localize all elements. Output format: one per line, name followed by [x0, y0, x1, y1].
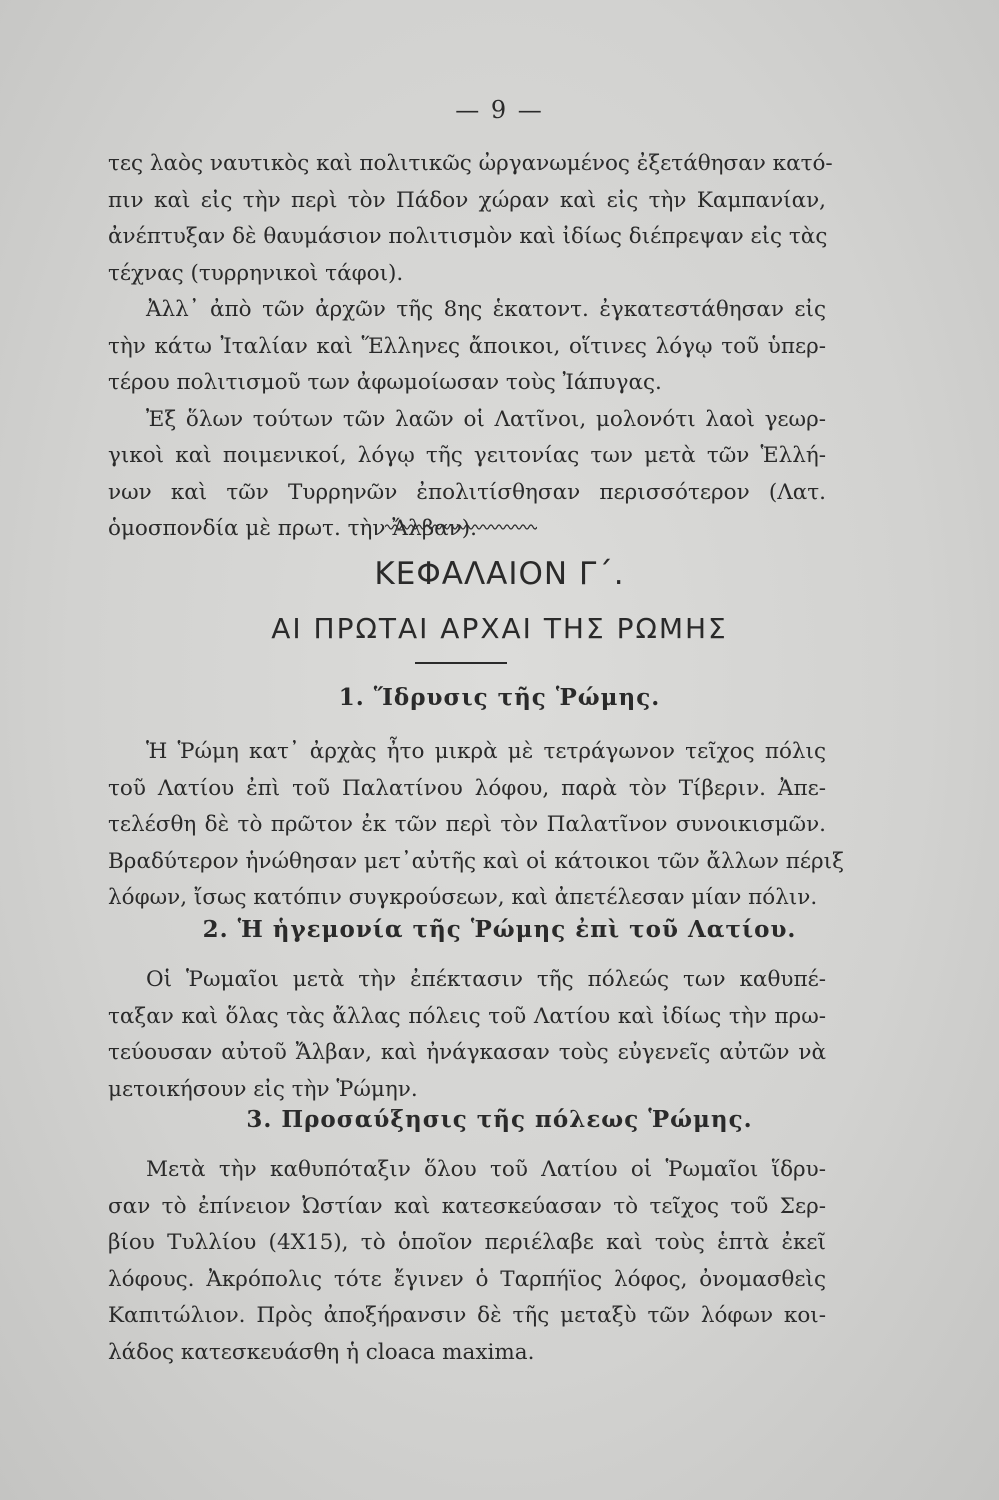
text-line: τες λαὸς ναυτικὸς καὶ πολιτικῶς ὠργανωμένος ἐξετάθησαν κατό-	[108, 151, 833, 176]
text-line: λάδος κατεσκευάσθη ἡ cloaca maxima.	[108, 1339, 535, 1365]
section-heading: 3. Προσαύξησις τῆς πόλεως Ῥώμης.	[246, 1106, 753, 1133]
section-text	[108, 734, 844, 917]
text-line: τὴν κάτω Ἰταλίαν καὶ Ἕλληνες ἄποικοι, οἵτινες λόγῳ τοῦ ὑπερ-	[108, 333, 826, 359]
text-line: σαν τὸ ἐπίνειον Ὠστίαν καὶ κατεσκεύασαν τὸ τεῖχος τοῦ Σερ-	[108, 1193, 826, 1219]
text-line: τοῦ Λατίου ἐπὶ τοῦ Παλατίνου λόφου, παρὰ τὸν Τίβεριν. Ἀπε-	[108, 775, 826, 801]
text-line: τελέσθη δὲ τὸ πρῶτον ἐκ τῶν περὶ τὸν Παλατῖνον συνοικισμῶν.	[108, 812, 826, 837]
chapter-subtitle: ΑΙ ΠΡΩΤΑΙ ΑΡΧΑΙ ΤΗΣ ΡΩΜΗΣ	[271, 612, 728, 645]
text-line: τέρου πολιτισμοῦ των ἀφωμοίωσαν τοὺς Ἰάπυγας.	[108, 370, 662, 395]
text-line: Βραδύτερον ἡνώθησαν μετ᾽αὐτῆς καὶ οἱ κάτοικοι τῶν ἄλλων πέριξ	[108, 848, 844, 874]
text-line: βίου Τυλλίου (4Χ15), τὸ ὁποῖον περιέλαβε καὶ τοὺς ἑπτὰ ἐκεῖ	[108, 1230, 826, 1255]
page-number: — 9 —	[455, 96, 544, 124]
text-line: Μετὰ τὴν καθυπόταξιν ὅλου τοῦ Λατίου οἱ Ῥωμαῖοι ἵδρυ-	[146, 1157, 826, 1182]
text-line: Καπιτώλιον. Πρὸς ἀποξήρανσιν δὲ τῆς μεταξὺ τῶν λόφων κοι-	[108, 1303, 826, 1328]
text-line: μετοικήσουν εἰς τὴν Ῥώμην.	[108, 1076, 418, 1102]
wavy-divider	[385, 522, 537, 532]
text-line: ταξαν καὶ ὅλας τὰς ἄλλας πόλεις τοῦ Λατίου καὶ ἰδίως τὴν πρω-	[108, 1003, 826, 1029]
section-text	[108, 962, 826, 1108]
text-line: λόφων, ἴσως κατόπιν συγκρούσεων, καὶ ἀπετέλεσαν μίαν πόλιν.	[108, 885, 818, 910]
text-line: τέχνας (τυρρηνικοὶ τάφοι).	[108, 260, 404, 286]
chapter-rule	[415, 662, 507, 664]
section-heading: 2. Ἡ ἡγεμονία τῆς Ῥώμης ἐπὶ τοῦ Λατίου.	[202, 916, 797, 943]
text-line: ἀνέπτυξαν δὲ θαυμάσιον πολιτισμὸν καὶ ἰδίως διέπρεψαν εἰς τὰς	[108, 224, 828, 249]
text-line: Ἐξ ὅλων τούτων τῶν λαῶν οἱ Λατῖνοι, μολονότι λαοὶ γεωρ-	[146, 406, 826, 432]
text-line: Οἱ Ῥωμαῖοι μετὰ τὴν ἐπέκτασιν τῆς πόλεώς των καθυπέ-	[146, 967, 826, 992]
text-line: Ἡ Ῥώμη κατ᾽ ἀρχὰς ἦτο μικρὰ μὲ τετράγωνον τεῖχος πόλις	[146, 739, 826, 764]
text-line: πιν καὶ εἰς τὴν περὶ τὸν Πάδον χώραν καὶ εἰς τὴν Καμπανίαν,	[108, 187, 826, 213]
text-line: ὁμοσπονδία μὲ πρωτ. τὴν Ἄλβαν).	[108, 516, 477, 541]
chapter-title: ΚΕΦΑΛΑΙΟΝ Γ΄.	[374, 556, 625, 592]
section-text	[108, 1152, 826, 1371]
text-line: γικοὶ καὶ ποιμενικοί, λόγῳ τῆς γειτονίας των μετὰ τῶν Ἑλλή-	[108, 443, 826, 468]
text-line: λόφους. Ἀκρόπολις τότε ἔγινεν ὁ Ταρπήϊος λόφος, ὀνομασθεὶς	[108, 1266, 826, 1292]
text-line: τεύουσαν αὐτοῦ Ἄλβαν, καὶ ἠνάγκασαν τοὺς εὐγενεῖς αὐτῶν νὰ	[108, 1040, 826, 1065]
intro-text	[108, 146, 833, 548]
text-line: Ἀλλ᾽ ἀπὸ τῶν ἀρχῶν τῆς 8ης ἑκατοντ. ἐγκατεστάθησαν εἰς	[146, 297, 826, 322]
text-line: νων καὶ τῶν Τυρρηνῶν ἐπολιτίσθησαν περισσότερον (Λατ.	[108, 479, 826, 505]
section-heading: 1. Ἵδρυσις τῆς Ῥώμης.	[338, 684, 661, 711]
